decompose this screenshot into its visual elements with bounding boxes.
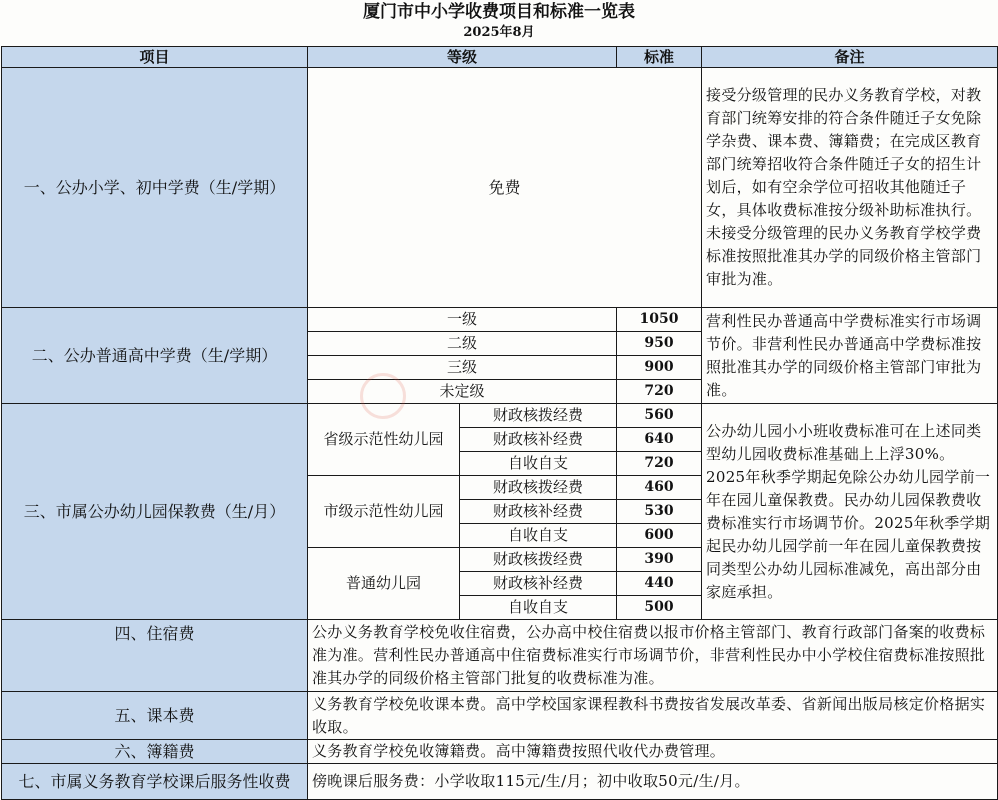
row2-level-value: 720 <box>617 380 702 404</box>
row3-sub-name: 自收自支 <box>460 524 617 548</box>
row2-level-value: 900 <box>617 356 702 380</box>
row3-sub-value: 530 <box>617 500 702 524</box>
row1-note: 接受分级管理的民办义务教育学校，对教育部门统筹安排的符合条件随迁子女免除学杂费、课本费、簿籍费；在完成区教育部门统筹招收符合条件随迁子女的招生计划后，如有空余学位可招收其他随迁子女，具体收费标准按分级补助标准执行。未接受分级管理的民办义务教育学校学费标准按照批准其办学的同级价格主管部门审批为准。 <box>702 68 998 308</box>
row3-sub-value: 440 <box>617 572 702 596</box>
row3-sub-value: 560 <box>617 404 702 428</box>
row5-note: 义务教育学校免收课本费。高中学校国家课程教科书费按省发展改革委、省新闻出版局核定价格据实收取。 <box>308 692 998 740</box>
row2-level-name: 三级 <box>308 356 617 380</box>
document-title-block <box>0 0 998 46</box>
row2-level-name: 二级 <box>308 332 617 356</box>
row3-group-name: 普通幼儿园 <box>308 548 460 620</box>
header-level: 等级 <box>308 47 617 68</box>
document-date: 2025年8月 <box>463 25 535 40</box>
row4-note: 公办义务教育学校免收住宿费，公办高中校住宿费以报市价格主管部门、教育行政部门备案的收费标准为准。营利性民办普通高中住宿费标准实行市场调节价，非营利性民办中小学校住宿费标准按照批准其办学的同级价格主管部门批复的收费标准为准。 <box>308 620 998 692</box>
row6-note: 义务教育学校免收簿籍费。高中簿籍费按照代收代办费管理。 <box>308 740 998 764</box>
row3-group-name: 省级示范性幼儿园 <box>308 404 460 476</box>
row2-level-value: 1050 <box>617 308 702 332</box>
row3-item: 三、市属公办幼儿园保教费（生/月） <box>2 404 308 620</box>
row3-sub-value: 600 <box>617 524 702 548</box>
row1-level-free: 免费 <box>308 68 702 308</box>
row5-item: 五、课本费 <box>2 692 308 740</box>
row6-item: 六、簿籍费 <box>2 740 308 764</box>
row7-note: 傍晚课后服务费：小学收取115元/生/月；初中收取50元/生/月。 <box>308 764 998 800</box>
row3-sub-name: 财政核补经费 <box>460 500 617 524</box>
document-title: 厦门市中小学收费项目和标准一览表 <box>363 2 635 22</box>
row2-level-value: 950 <box>617 332 702 356</box>
watermark-logo-icon <box>360 373 406 419</box>
row1-item: 一、公办小学、初中学费（生/学期） <box>2 68 308 308</box>
header-standard: 标准 <box>617 47 702 68</box>
row2-level-name: 一级 <box>308 308 617 332</box>
row3-sub-name: 自收自支 <box>460 452 617 476</box>
row3-note: 公办幼儿园小小班收费标准可在上述同类型幼儿园收费标准基础上上浮30%。2025年秋季学期起免除公办幼儿园学前一年在园儿童保教费。民办幼儿园保教费收费标准实行市场调节价。2025年秋季学期起民办幼儿园学前一年在园儿童保教费按同类型公办幼儿园标准减免，高出部分由家庭承担。 <box>702 404 998 620</box>
row2-level-name: 未定级 <box>308 380 617 404</box>
row3-sub-value: 460 <box>617 476 702 500</box>
row3-sub-value: 720 <box>617 452 702 476</box>
row2-note: 营利性民办普通高中学费标准实行市场调节价。非营利性民办普通高中学费标准按照批准其办学的同级价格主管部门审批为准。 <box>702 308 998 404</box>
fee-table <box>1 46 998 800</box>
row3-sub-name: 财政核拨经费 <box>460 404 617 428</box>
row3-sub-name: 自收自支 <box>460 596 617 620</box>
row4-item: 四、住宿费 <box>2 620 308 692</box>
row3-sub-value: 500 <box>617 596 702 620</box>
row3-sub-value: 640 <box>617 428 702 452</box>
header-item: 项目 <box>2 47 308 68</box>
row3-group-name: 市级示范性幼儿园 <box>308 476 460 548</box>
header-note: 备注 <box>702 47 998 68</box>
row3-sub-value: 390 <box>617 548 702 572</box>
row3-sub-name: 财政核补经费 <box>460 428 617 452</box>
row7-item: 七、市属义务教育学校课后服务性收费 <box>2 764 308 800</box>
row3-sub-name: 财政核拨经费 <box>460 476 617 500</box>
row3-sub-name: 财政核拨经费 <box>460 548 617 572</box>
row2-item: 二、公办普通高中学费（生/学期） <box>2 308 308 404</box>
row3-sub-name: 财政核补经费 <box>460 572 617 596</box>
